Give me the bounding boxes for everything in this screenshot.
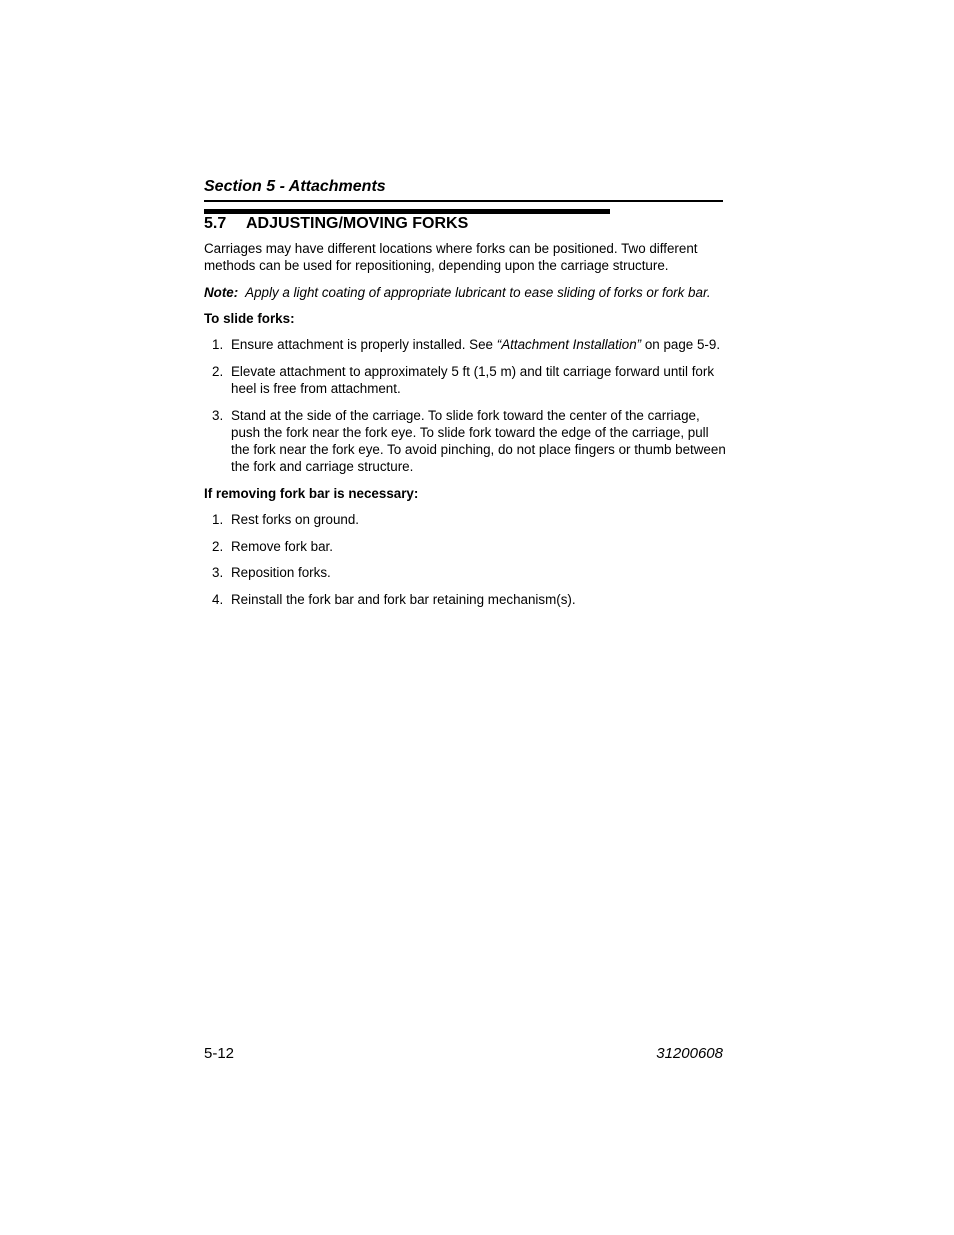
step-text: Ensure attachment is properly installed. See	[231, 337, 497, 352]
section-number: 5.7	[204, 215, 227, 232]
step-number: 4.	[212, 591, 224, 607]
header-rule	[204, 200, 723, 202]
section-title-text: ADJUSTING/MOVING FORKS	[246, 215, 469, 232]
remove-fork-bar-heading: If removing fork bar is necessary:	[204, 486, 419, 501]
body-content	[204, 240, 726, 617]
step-text: Stand at the side of the carriage. To slide fork toward the center of the carriage, push the fork near the fork eye. To slide fork toward the edge of the carriage, pull the fork near the fork eye. To avoid pinching, do not place fingers or thumb between the fork and carriage structure.	[231, 408, 726, 474]
step-text: Rest forks on ground.	[231, 512, 360, 527]
list-item	[204, 511, 726, 528]
note-paragraph	[204, 284, 726, 301]
section-title	[204, 214, 468, 234]
remove-fork-bar-steps	[204, 511, 726, 608]
document-number: 31200608	[656, 1045, 723, 1062]
slide-forks-heading: To slide forks:	[204, 311, 295, 326]
step-number: 3.	[212, 565, 224, 580]
list-item	[204, 564, 726, 581]
step-number: 1.	[212, 337, 224, 352]
step-number: 2.	[212, 538, 224, 554]
cross-reference-link[interactable]: “Attachment Installation”	[496, 337, 642, 352]
list-item	[204, 538, 726, 555]
slide-forks-steps	[204, 336, 726, 475]
note-label: Note:	[204, 285, 239, 300]
step-text: Elevate attachment to approximately 5 ft (1,5 m) and tilt carriage forward until fork heel is free from attachment.	[231, 364, 715, 396]
step-text: Reinstall the fork bar and fork bar retaining mechanism(s).	[231, 591, 576, 607]
list-item	[204, 407, 726, 475]
step-text: Remove fork bar.	[231, 538, 333, 554]
step-text: Reposition forks.	[231, 565, 331, 580]
step-number: 1.	[212, 512, 224, 527]
running-header: Section 5 - Attachments	[204, 178, 386, 195]
step-text-continued: on page 5-9.	[641, 337, 721, 352]
note-text: Apply a light coating of appropriate lubricant to ease sliding of forks or fork bar.	[245, 285, 711, 300]
step-number: 3.	[212, 408, 224, 423]
intro-paragraph: Carriages may have different locations where forks can be positioned. Two different methods can be used for repositioning, depending upon the carriage structure.	[204, 241, 698, 273]
list-item	[204, 336, 726, 353]
list-item	[204, 363, 726, 397]
list-item	[204, 591, 726, 608]
step-number: 2.	[212, 364, 224, 379]
page-number: 5-12	[204, 1045, 235, 1062]
